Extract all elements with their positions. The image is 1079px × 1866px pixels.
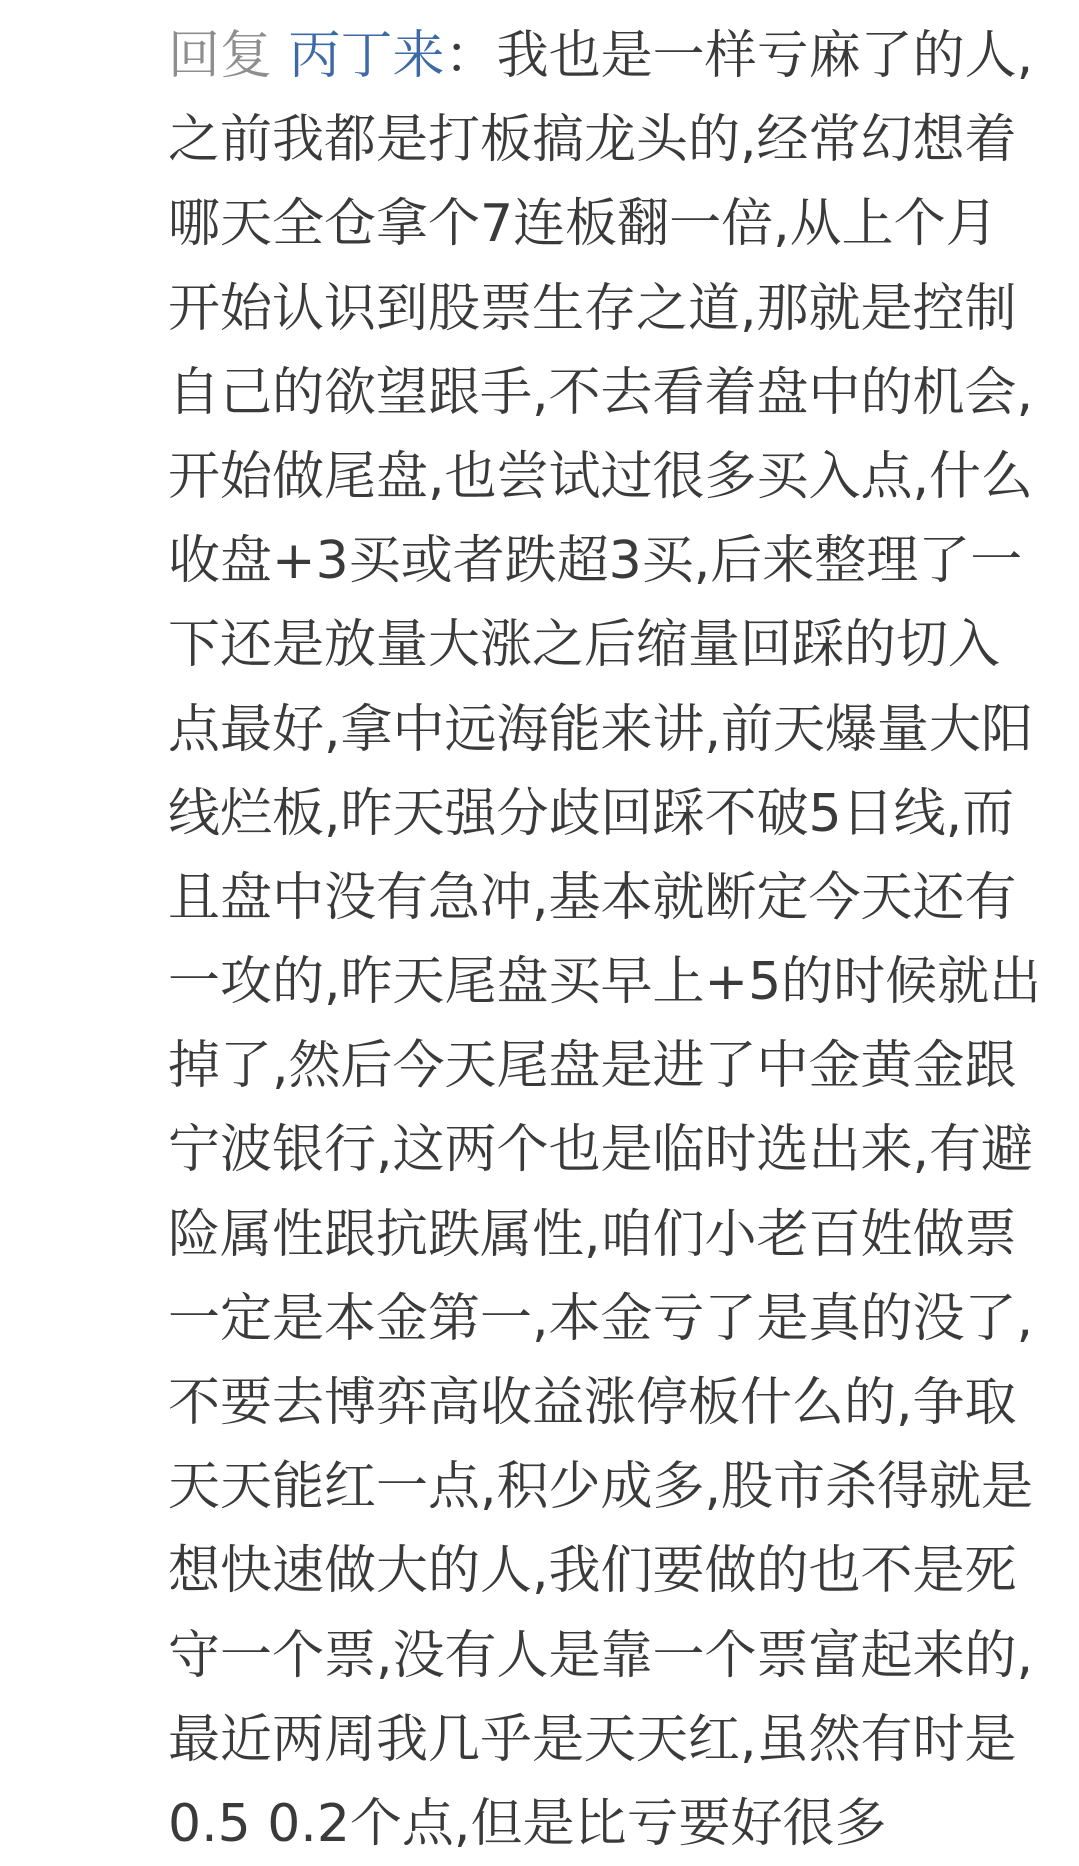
reply-text-line: 开始做尾盘,也尝试过很多买入点,什么: [168, 446, 1034, 507]
reply-text-line: 守一个票,没有人是靠一个票富起来的,: [168, 1625, 1034, 1686]
reply-text-line: 下还是放量大涨之后缩量回踩的切入: [168, 615, 1001, 676]
reply-text-line: 宁波银行,这两个也是临时选出来,有避: [168, 1120, 1034, 1181]
reply-text-line: 不要去博弈高收益涨停板什么的,争取: [168, 1373, 1017, 1433]
reply-text-line: 点最好,拿中远海能来讲,前天爆量大阳: [168, 699, 1034, 760]
reply-text-line: 我也是一样亏麻了的人,: [496, 26, 1034, 86]
reply-text-line: 想快速做大的人,我们要做的也不是死: [168, 1541, 1017, 1602]
reply-text-line: 哪天全仓拿个7连板翻一倍,从上个月: [168, 194, 998, 255]
reply-text-line: 之前我都是打板搞龙头的,经常幻想着: [168, 110, 1017, 171]
reply-text-line: 且盘中没有急冲,基本就断定今天还有: [168, 867, 1017, 928]
reply-text-line: 收盘+3买或者跌超3买,后来整理了一: [168, 531, 1023, 592]
reply-text-line: 险属性跟抗跌属性,咱们小老百姓做票: [168, 1204, 1017, 1265]
reply-text-line: 自己的欲望跟手,不去看着盘中的机会,: [168, 362, 1034, 423]
reply-text-line: 开始认识到股票生存之道,那就是控制: [168, 278, 1017, 339]
reply-text-line: 一攻的,昨天尾盘买早上+5的时候就出: [168, 952, 1042, 1013]
reply-username-link[interactable]: 丙丁来: [288, 26, 445, 86]
reply-colon: ：: [444, 26, 497, 86]
reply-comment: [168, 14, 1048, 1866]
reply-text-line: 掉了,然后今天尾盘是进了中金黄金跟: [168, 1036, 1017, 1097]
reply-text-line: 0.5 0.2个点,但是比亏要好很多: [168, 1793, 887, 1854]
reply-text-line: 线烂板,昨天强分歧回踩不破5日线,而: [168, 783, 1015, 844]
reply-line-first: [168, 14, 1048, 98]
reply-prefix: 回复: [168, 26, 273, 86]
reply-text-line: 天天能红一点,积少成多,股市杀得就是: [168, 1457, 1034, 1518]
reply-text-line: 最近两周我几乎是天天红,虽然有时是: [168, 1709, 1017, 1770]
reply-text-line: 一定是本金第一,本金亏了是真的没了,: [168, 1288, 1034, 1349]
